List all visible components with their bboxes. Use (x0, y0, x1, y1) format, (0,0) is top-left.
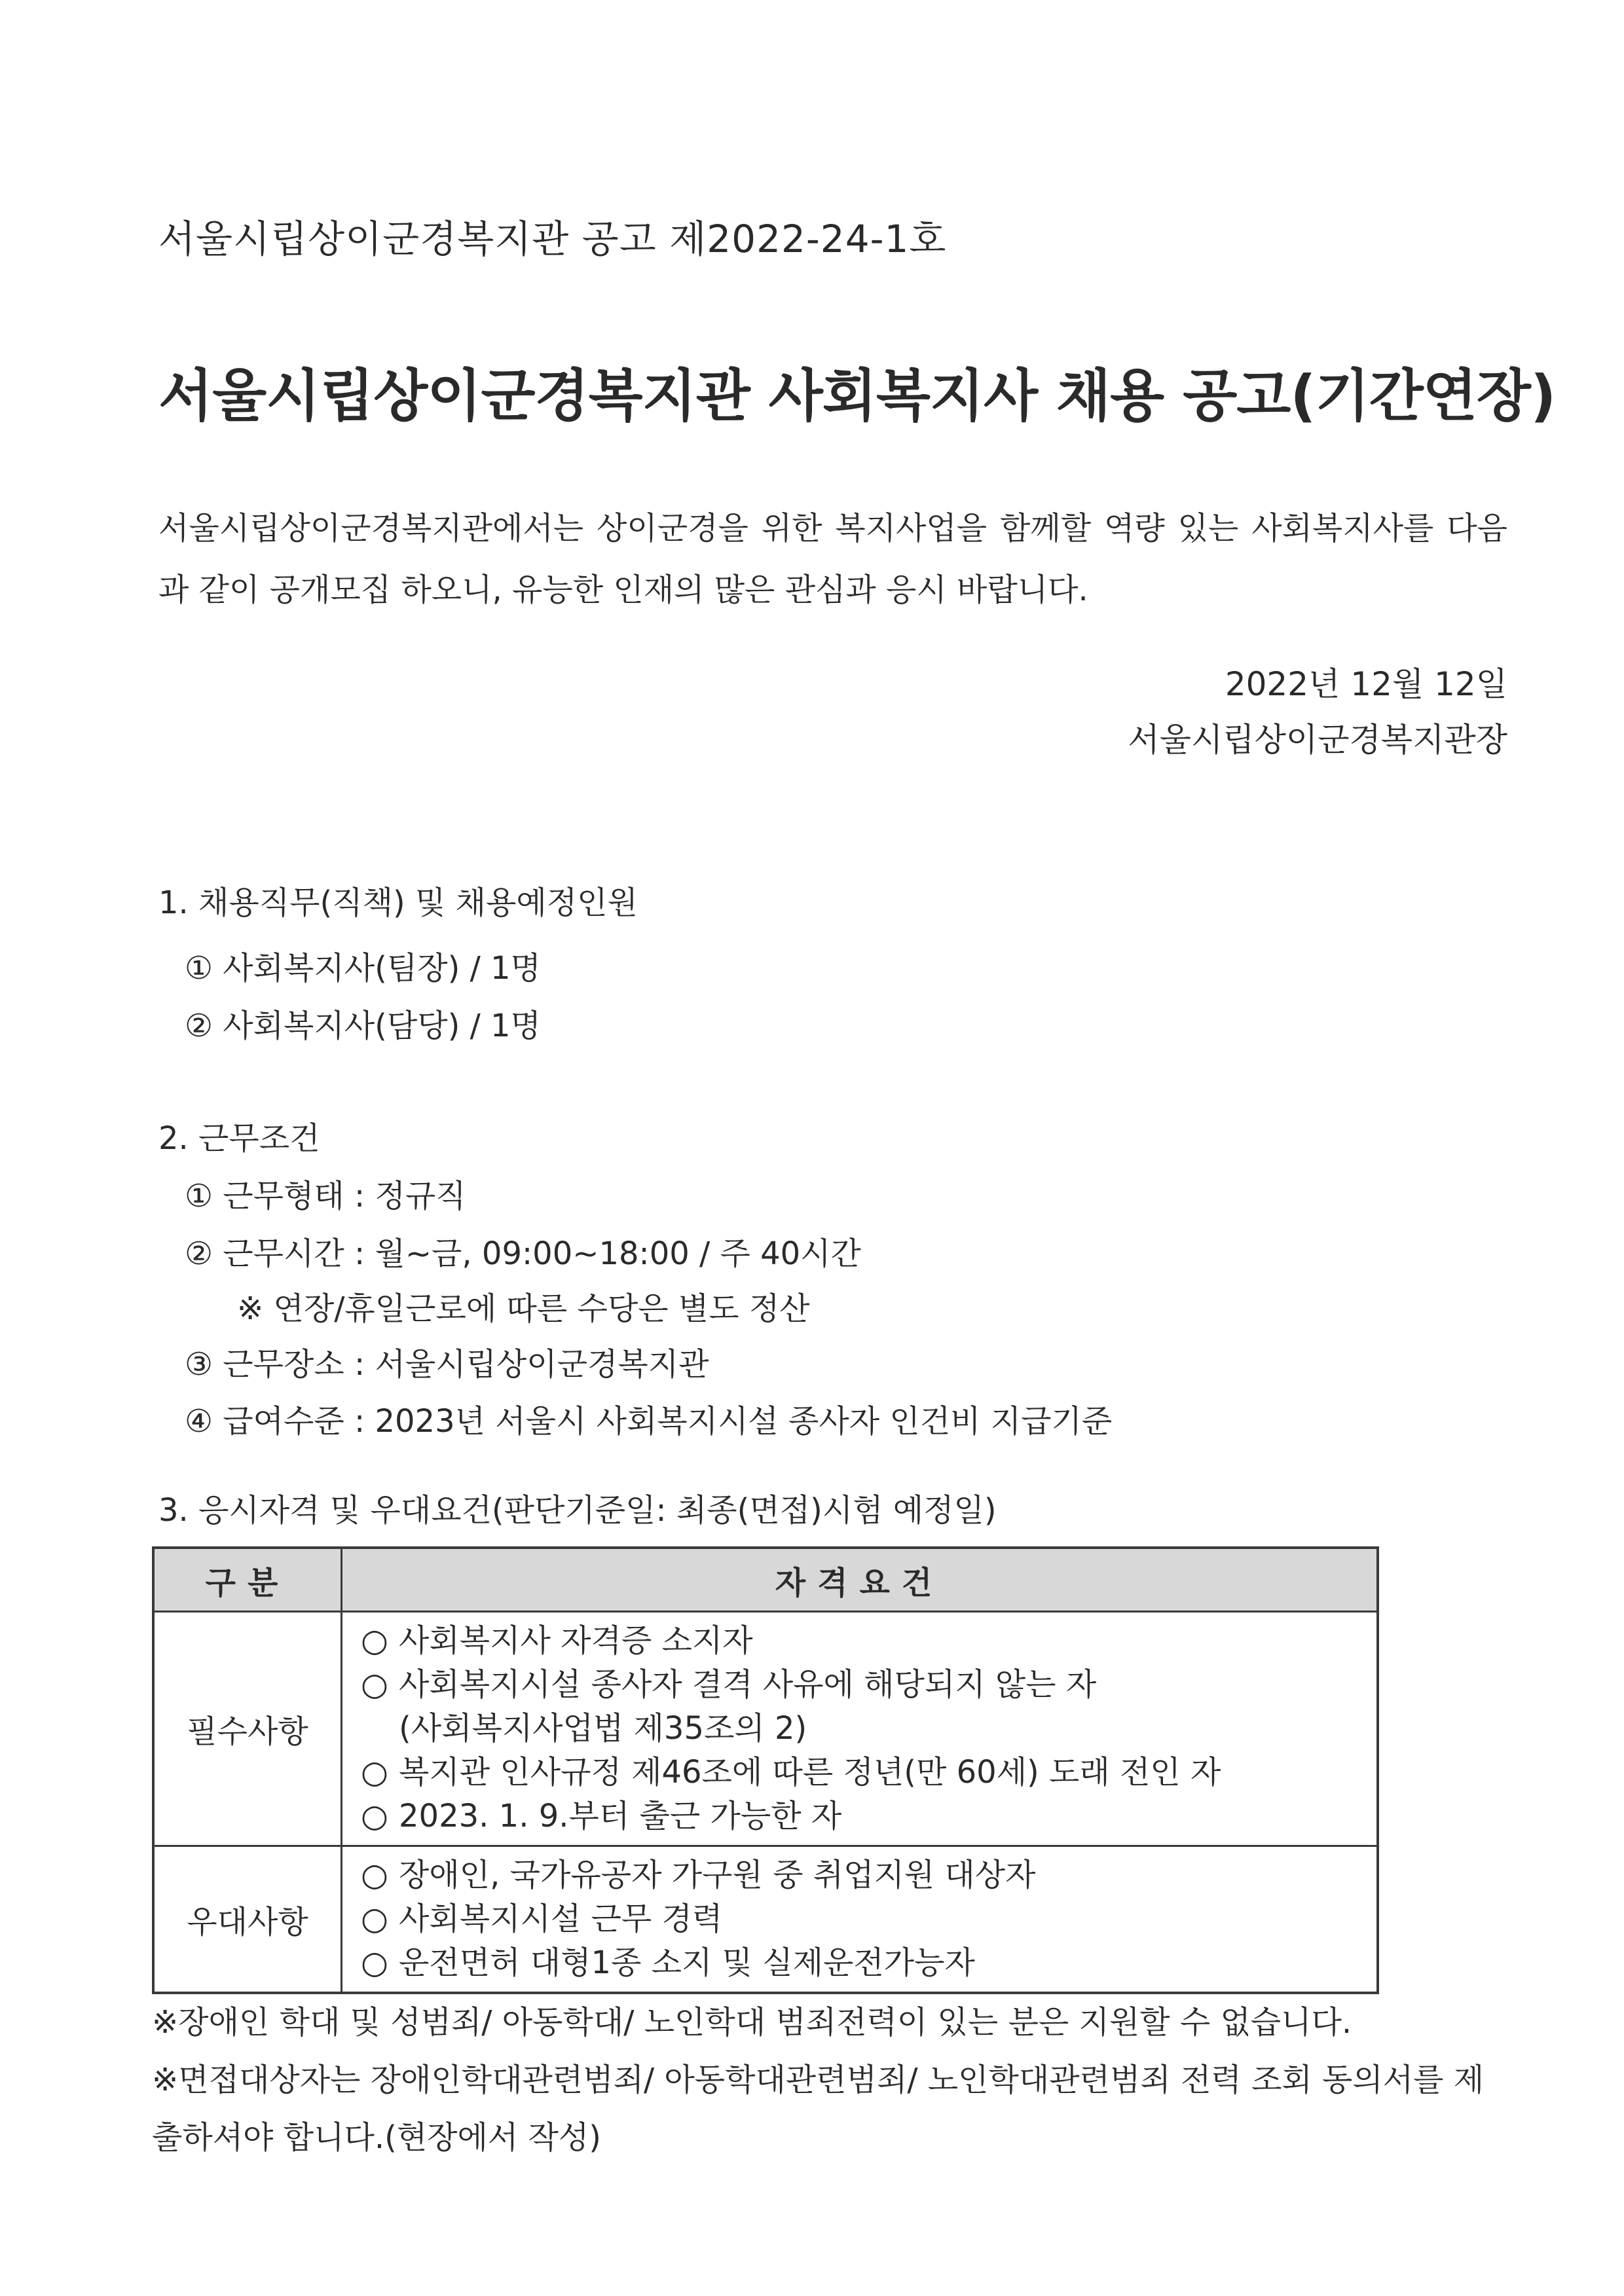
page-title: 서울시립상이군경복지관 사회복지사 채용 공고(기간연장) (158, 363, 1556, 429)
section-1-item: ① 사회복지사(팀장) / 1명 (185, 950, 541, 987)
notice-date: 2022년 12월 12일 (1225, 665, 1507, 703)
footnote-restriction: ※장애인 학대 및 성범죄/ 아동학대/ 노인학대 범죄전력이 있는 분은 지원할 수 없습니다. (152, 2004, 1352, 2041)
intro-paragraph: 서울시립상이군경복지관에서는 상이군경을 위한 복지사업을 함께할 역량 있는 사회복지사를 다음과 같이 공개모집 하오니, 유능한 인재의 많은 관심과 응시 바랍니다. (158, 510, 1507, 608)
requirements-table (152, 1546, 1379, 1994)
preferred-items (342, 1846, 1378, 1994)
list-item: ○ 장애인, 국가유공자 가구원 중 취업지원 대상자 (361, 1853, 1376, 1897)
table-row-required (153, 1612, 1378, 1846)
footnote-consent: ※면접대상자는 장애인학대관련범죄/ 아동학대관련범죄/ 노인학대관련범죄 전력 조회 동의서를 제출하셔야 합니다.(현장에서 작성) (152, 2062, 1485, 2156)
overtime-note: ※ 연장/휴일근로에 따른 수당은 별도 정산 (237, 1290, 810, 1327)
section-2-item: ④ 급여수준 : 2023년 서울시 사회복지시설 종사자 인건비 지급기준 (185, 1403, 1113, 1440)
list-item: ○ 복지관 인사규정 제46조에 따른 정년(만 60세) 도래 전인 자 (361, 1751, 1376, 1795)
table-row-preferred (153, 1846, 1378, 1994)
circle-bullet-icon: ○ (361, 1857, 388, 1893)
circle-bullet-icon: ○ (361, 1754, 388, 1791)
notice-signer: 서울시립상이군경복지관장 (1128, 721, 1507, 759)
required-items (342, 1612, 1378, 1846)
section-2-title: 2. 근무조건 (158, 1120, 320, 1157)
section-1-title: 1. 채용직무(직책) 및 채용예정인원 (158, 884, 638, 921)
section-2-item: ① 근무형태 : 정규직 (185, 1178, 466, 1214)
category-required: 필수사항 (153, 1612, 342, 1846)
section-2-item: ② 근무시간 : 월~금, 09:00~18:00 / 주 40시간 (185, 1235, 861, 1272)
notice-number: 서울시립상이군경복지관 공고 제2022-24-1호 (158, 217, 947, 261)
header-requirements: 자격요건 (342, 1548, 1378, 1612)
header-category: 구분 (153, 1548, 342, 1612)
list-item: ○ 운전면허 대형1종 소지 및 실제운전가능자 (361, 1941, 1376, 1985)
circle-bullet-icon: ○ (361, 1666, 388, 1703)
list-item: ○ 사회복지시설 종사자 결격 사유에 해당되지 않는 자 (361, 1663, 1376, 1707)
circle-bullet-icon: ○ (361, 1901, 388, 1937)
table-header-row (153, 1548, 1378, 1612)
list-item: ○ 2023. 1. 9.부터 출근 가능한 자 (361, 1795, 1376, 1838)
list-item: ○ 사회복지사 자격증 소지자 (361, 1619, 1376, 1663)
circle-bullet-icon: ○ (361, 1798, 388, 1834)
list-item-continuation: (사회복지사업법 제35조의 2) (399, 1710, 807, 1747)
section-2-item: ③ 근무장소 : 서울시립상이군경복지관 (185, 1346, 709, 1383)
circle-bullet-icon: ○ (361, 1622, 388, 1659)
category-preferred: 우대사항 (153, 1846, 342, 1994)
section-1-item: ② 사회복지사(담당) / 1명 (185, 1008, 541, 1044)
section-3-title: 3. 응시자격 및 우대요건(판단기준일: 최종(면접)시험 예정일) (158, 1492, 997, 1529)
list-item: ○ 사회복지시설 근무 경력 (361, 1897, 1376, 1941)
circle-bullet-icon: ○ (361, 1944, 388, 1981)
